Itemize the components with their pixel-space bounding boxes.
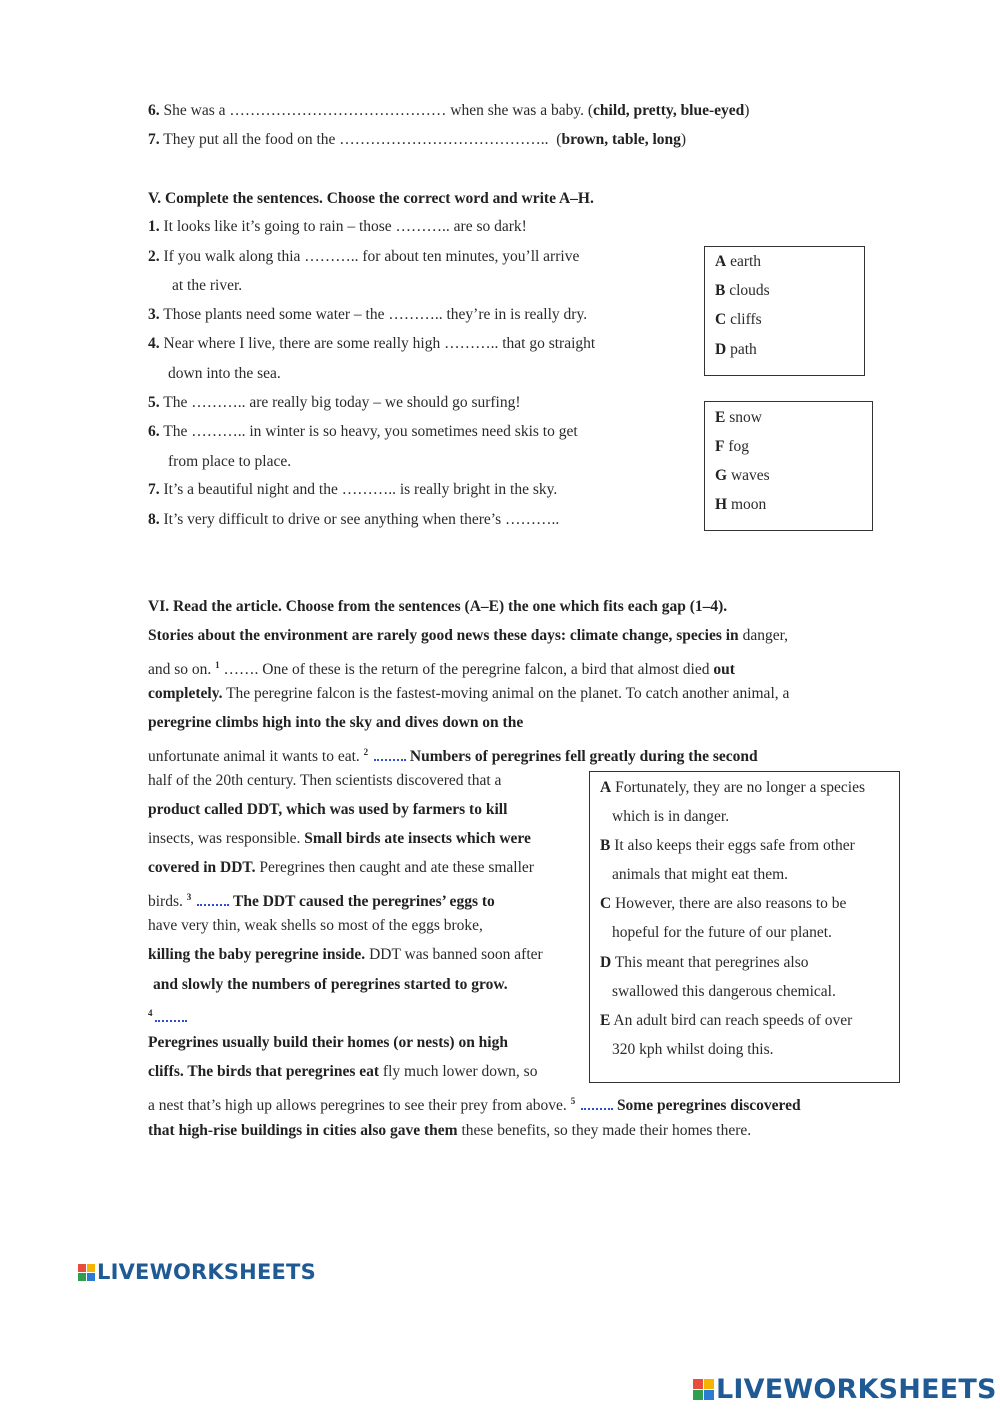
article-line-6: half of the 20th century. Then scientists discovered that a [148, 772, 502, 789]
q7-blank[interactable]: ………………………………….. [339, 131, 549, 148]
sentence-options-box [589, 771, 900, 1083]
article-line-5: unfortunate animal it wants to eat. $^2$ Numbers of peregrines fell greatly during the second [148, 747, 758, 766]
word-box-a-d [704, 246, 865, 376]
q7-words: brown, table, long [561, 131, 681, 148]
article-line-10: birds. $^3$ The DDT caused the peregrines’ eggs to [148, 892, 495, 911]
gap-1-blank[interactable]: ……. One of these is the return of the peregrine falcon, a bird that almost died [219, 661, 714, 679]
article-line-7: product called DDT, which was used by farmers to kill [148, 801, 508, 818]
gap-3-blank[interactable] [197, 892, 229, 906]
q7-close: ) [680, 131, 687, 148]
s5-item-6: 6. The ……….. in winter is so heavy, you sometimes need skis to get [148, 423, 578, 440]
s5-item-2: 2. If you walk along thia ……….. for about ten minutes, you’ll arrive [148, 248, 580, 265]
word-option-b: B clouds [715, 282, 770, 299]
gap-4-blank[interactable] [155, 1008, 187, 1022]
s5-item-8: 8. It’s very difficult to drive or see anything when there’s ……….. [148, 511, 560, 528]
article-line-11: have very thin, weak shells so most of the eggs broke, [148, 917, 483, 934]
gap-5-blank[interactable] [581, 1096, 613, 1110]
section6-heading: VI. Read the article. Choose from the sentences (A–E) the one which fits each gap (1–4). [148, 598, 728, 615]
article-line-1: Stories about the environment are rarely good news these days: climate change, species in danger, [148, 627, 788, 644]
sentence-option-e: E An adult bird can reach speeds of over [600, 1012, 853, 1029]
q6-blank[interactable]: …………………………………… [229, 102, 447, 119]
q6-text-pre: She was a [163, 102, 226, 119]
article-line-13: and slowly the numbers of peregrines started to grow. [153, 976, 508, 993]
article-line-17: a nest that’s high up allows peregrines to see their prey from above. $^5$ Some peregrines discovered [148, 1096, 801, 1115]
logo-squares-icon [78, 1264, 95, 1281]
article-line-12: killing the baby peregrine inside. DDT was banned soon after [148, 946, 543, 963]
word-box-e-h [704, 401, 873, 531]
s5-item-6-cont: from place to place. [168, 453, 292, 470]
word-option-h: H moon [715, 496, 767, 513]
word-option-a: A earth [715, 253, 762, 270]
q6-close: ) [744, 102, 750, 119]
word-option-g: G waves [715, 467, 770, 484]
article-line-15: Peregrines usually build their homes (or nests) on high [148, 1034, 508, 1051]
sentence-option-e-line2: 320 kph whilst doing this. [612, 1041, 774, 1058]
gap-5-number: 5 [570, 1096, 576, 1106]
liveworksheets-logo-bottom: LIVEWORKSHEETS [693, 1374, 997, 1405]
s5-item-1: 1. It looks like it’s going to rain – those ……….. are so dark! [148, 218, 527, 235]
q7-line [148, 130, 686, 150]
sentence-option-c-line2: hopeful for the future of our planet. [612, 924, 832, 941]
gap-2-blank[interactable] [374, 747, 406, 761]
q7-number: 7. [148, 131, 160, 148]
gap-1-number: 1 [215, 660, 220, 670]
article-line-3: completely. The peregrine falcon is the fastest-moving animal on the planet. To catch another animal, a [148, 685, 790, 702]
gap-4-number: 4 [148, 1008, 153, 1018]
word-option-d: D path [715, 341, 757, 358]
q6-words: child, pretty, blue-eyed [593, 102, 745, 119]
word-option-e: E snow [715, 409, 762, 426]
gap-3-number: 3 [186, 892, 192, 902]
word-option-c: C cliffs [715, 311, 762, 328]
q7-open: ( [556, 131, 562, 148]
s5-item-4-cont: down into the sea. [168, 365, 281, 382]
article-line-18: that high-rise buildings in cities also gave them these benefits, so they made their homes there. [148, 1122, 752, 1139]
liveworksheets-logo: LIVEWORKSHEETS [78, 1260, 316, 1284]
word-option-f: F fog [715, 438, 750, 455]
gap-2-number: 2 [363, 747, 369, 757]
article-line-16: cliffs. The birds that peregrines eat fly much lower down, so [148, 1063, 538, 1080]
logo-squares-icon-bottom [693, 1379, 714, 1400]
sentence-option-b: B It also keeps their eggs safe from other [600, 837, 855, 854]
s5-item-2-cont: at the river. [172, 277, 243, 294]
s5-item-4: 4. Near where I live, there are some really high ……….. that go straight [148, 335, 596, 352]
article-line-2: and so on. $^1$ ……. One of these is the return of the peregrine falcon, a bird that almost died out [148, 660, 735, 679]
s5-item-3: 3. Those plants need some water – the ……….. they’re in is really dry. [148, 306, 588, 323]
s5-item-5: 5. The ……….. are really big today – we should go surfing! [148, 394, 521, 411]
q6-number: 6. [148, 102, 160, 119]
article-line-9: covered in DDT. Peregrines then caught and ate these smaller [148, 859, 534, 876]
article-line-4: peregrine climbs high into the sky and dives down on the [148, 714, 524, 731]
article-line-8: insects, was responsible. Small birds ate insects which were [148, 830, 531, 847]
sentence-option-d-line2: swallowed this dangerous chemical. [612, 983, 836, 1000]
sentence-option-d: D This meant that peregrines also [600, 954, 809, 971]
q6-line [148, 101, 749, 121]
sentence-option-a: A Fortunately, they are no longer a species [600, 779, 866, 796]
section5-heading: V. Complete the sentences. Choose the correct word and write A–H. [148, 190, 594, 207]
sentence-option-b-line2: animals that might eat them. [612, 866, 789, 883]
s5-item-7: 7. It’s a beautiful night and the ……….. is really bright in the sky. [148, 481, 558, 498]
q6-text-post: when she was a baby. ( [450, 102, 594, 119]
q7-text-pre: They put all the food on the [163, 131, 336, 148]
sentence-option-a-line2: which is in danger. [612, 808, 730, 825]
sentence-option-c: C However, there are also reasons to be [600, 895, 847, 912]
article-line-14 [148, 1003, 187, 1028]
